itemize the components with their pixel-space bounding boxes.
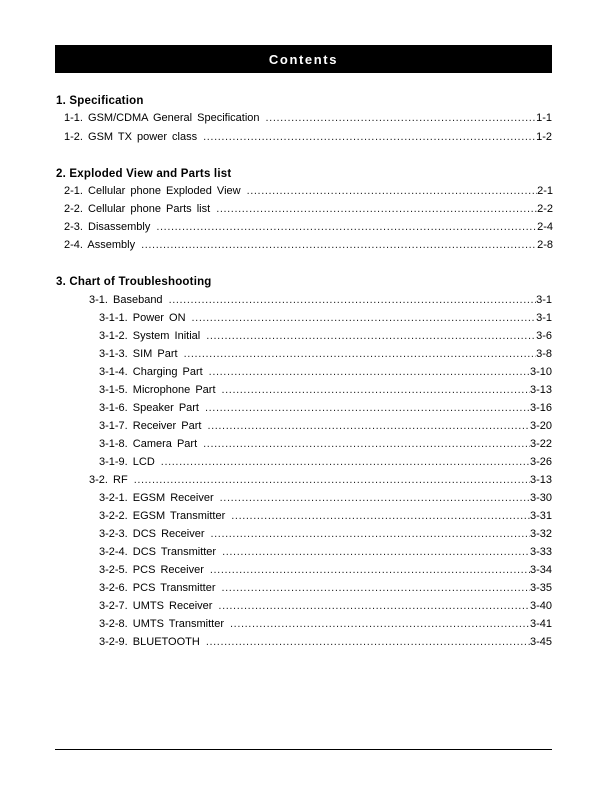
- toc-entry-page: 3-1: [536, 312, 552, 324]
- toc-leader-dots: [169, 292, 537, 308]
- toc-entry-page: 2-4: [537, 221, 553, 233]
- toc-entry-page: 3-6: [536, 330, 552, 342]
- toc-leader-dots: [156, 219, 537, 235]
- toc-entry-label: 3-2-5. PCS Receiver: [99, 564, 204, 576]
- toc-entry[interactable]: [99, 562, 552, 578]
- toc-entry-page: 3-8: [536, 348, 552, 360]
- toc-entry-page: 2-8: [537, 239, 553, 251]
- toc-entry-label: 2-1. Cellular phone Exploded View: [64, 185, 241, 197]
- toc-entry-label: 3-1-3. SIM Part: [99, 348, 178, 360]
- toc-entry-label: 2-3. Disassembly: [64, 221, 151, 233]
- toc-leader-dots: [206, 328, 536, 344]
- toc-entry-label: 2-4. Assembly: [64, 239, 136, 251]
- toc-entry[interactable]: [99, 598, 552, 614]
- toc-entry[interactable]: [99, 382, 552, 398]
- toc-leader-dots: [266, 110, 537, 126]
- toc-entry-page: 3-40: [529, 600, 552, 612]
- toc-entry-label: 3-2-8. UMTS Transmitter: [99, 618, 225, 630]
- toc-entry[interactable]: [99, 346, 552, 362]
- toc-entry-page: 3-16: [529, 402, 552, 414]
- toc-leader-dots: [222, 544, 530, 560]
- toc-leader-dots: [216, 201, 537, 217]
- section-heading-specification: 1. Specification: [56, 95, 144, 107]
- toc-entry[interactable]: [99, 580, 552, 596]
- bottom-divider: [55, 749, 552, 750]
- toc-entry-label: 3-1-4. Charging Part: [99, 366, 203, 378]
- toc-leader-dots: [134, 472, 530, 488]
- section-heading-exploded-view: 2. Exploded View and Parts list: [56, 168, 232, 180]
- toc-entry-page: 3-10: [529, 366, 552, 378]
- toc-entry[interactable]: [64, 237, 553, 253]
- toc-leader-dots: [222, 382, 530, 398]
- section-heading-troubleshooting: 3. Chart of Troubleshooting: [56, 276, 212, 288]
- toc-entry[interactable]: [99, 310, 552, 326]
- contents-title-bar: [55, 45, 552, 73]
- toc-entry-page: 3-33: [529, 546, 552, 558]
- toc-entry-page: 3-30: [529, 492, 552, 504]
- toc-entry-label: 3-2-1. EGSM Receiver: [99, 492, 214, 504]
- toc-entry[interactable]: [99, 544, 552, 560]
- toc-entry-label: 1-1. GSM/CDMA General Specification: [64, 112, 260, 124]
- toc-entry-label: 3-1-9. LCD: [99, 456, 155, 468]
- toc-leader-dots: [203, 129, 536, 145]
- toc-entry[interactable]: [99, 634, 552, 650]
- toc-entry-page: 3-32: [529, 528, 552, 540]
- toc-entry-label: 3-2-3. DCS Receiver: [99, 528, 205, 540]
- toc-entry[interactable]: [89, 472, 552, 488]
- toc-entry-label: 3-2-4. DCS Transmitter: [99, 546, 217, 558]
- toc-entry-page: 3-45: [529, 636, 552, 648]
- toc-leader-dots: [207, 418, 530, 434]
- toc-leader-dots: [205, 400, 530, 416]
- toc-entry-label: 3-1. Baseband: [89, 294, 163, 306]
- toc-entry-label: 3-2-9. BLUETOOTH: [99, 636, 200, 648]
- toc-leader-dots: [220, 490, 530, 506]
- toc-entry-page: 3-34: [529, 564, 552, 576]
- toc-entry-label: 3-1-6. Speaker Part: [99, 402, 199, 414]
- toc-entry[interactable]: [64, 201, 553, 217]
- toc-entry-page: 3-35: [529, 582, 552, 594]
- toc-entry[interactable]: [99, 436, 552, 452]
- toc-entry-page: 2-1: [537, 185, 553, 197]
- toc-entry-page: 3-20: [529, 420, 552, 432]
- toc-leader-dots: [184, 346, 537, 362]
- toc-entry[interactable]: [64, 219, 553, 235]
- toc-entry[interactable]: [99, 400, 552, 416]
- toc-leader-dots: [210, 526, 529, 542]
- toc-entry-label: 3-1-8. Camera Part: [99, 438, 198, 450]
- toc-entry[interactable]: [99, 418, 552, 434]
- toc-entry-label: 3-1-2. System Initial: [99, 330, 201, 342]
- toc-entry-label: 3-2. RF: [89, 474, 128, 486]
- toc-entry-label: 3-1-1. Power ON: [99, 312, 186, 324]
- toc-entry-label: 2-2. Cellular phone Parts list: [64, 203, 211, 215]
- toc-entry-page: 3-31: [529, 510, 552, 522]
- toc-entry[interactable]: [99, 490, 552, 506]
- toc-entry[interactable]: [99, 328, 552, 344]
- toc-entry-label: 3-1-5. Microphone Part: [99, 384, 216, 396]
- toc-entry-page: 3-41: [529, 618, 552, 630]
- toc-entry-page: 3-26: [529, 456, 552, 468]
- toc-entry[interactable]: [64, 110, 552, 126]
- toc-entry-page: 3-1: [536, 294, 552, 306]
- toc-leader-dots: [192, 310, 537, 326]
- toc-entry[interactable]: [64, 183, 553, 199]
- toc-leader-dots: [247, 183, 538, 199]
- toc-entry[interactable]: [99, 526, 552, 542]
- toc-entry[interactable]: [99, 364, 552, 380]
- toc-leader-dots: [209, 364, 530, 380]
- toc-leader-dots: [210, 562, 530, 578]
- toc-entry[interactable]: [99, 616, 552, 632]
- toc-entry-label: 3-1-7. Receiver Part: [99, 420, 202, 432]
- toc-entry-label: 3-2-2. EGSM Transmitter: [99, 510, 226, 522]
- toc-entry-label: 3-2-7. UMTS Receiver: [99, 600, 213, 612]
- toc-entry[interactable]: [99, 454, 552, 470]
- toc-leader-dots: [218, 598, 530, 614]
- toc-entry[interactable]: [99, 508, 552, 524]
- contents-title: Contents: [268, 51, 339, 67]
- toc-entry[interactable]: [89, 292, 552, 308]
- toc-entry-page: 1-2: [536, 131, 552, 143]
- toc-entry-page: 2-2: [537, 203, 553, 215]
- toc-leader-dots: [230, 616, 530, 632]
- toc-entry[interactable]: [64, 129, 552, 145]
- toc-leader-dots: [161, 454, 530, 470]
- toc-leader-dots: [141, 237, 537, 253]
- toc-entry-page: 3-13: [529, 474, 552, 486]
- toc-leader-dots: [231, 508, 530, 524]
- toc-entry-page: 1-1: [536, 112, 552, 124]
- toc-entry-page: 3-22: [529, 438, 552, 450]
- toc-leader-dots: [221, 580, 529, 596]
- toc-entry-label: 3-2-6. PCS Transmitter: [99, 582, 216, 594]
- toc-leader-dots: [203, 436, 530, 452]
- toc-entry-page: 3-13: [529, 384, 552, 396]
- toc-leader-dots: [206, 634, 530, 650]
- toc-entry-label: 1-2. GSM TX power class: [64, 131, 198, 143]
